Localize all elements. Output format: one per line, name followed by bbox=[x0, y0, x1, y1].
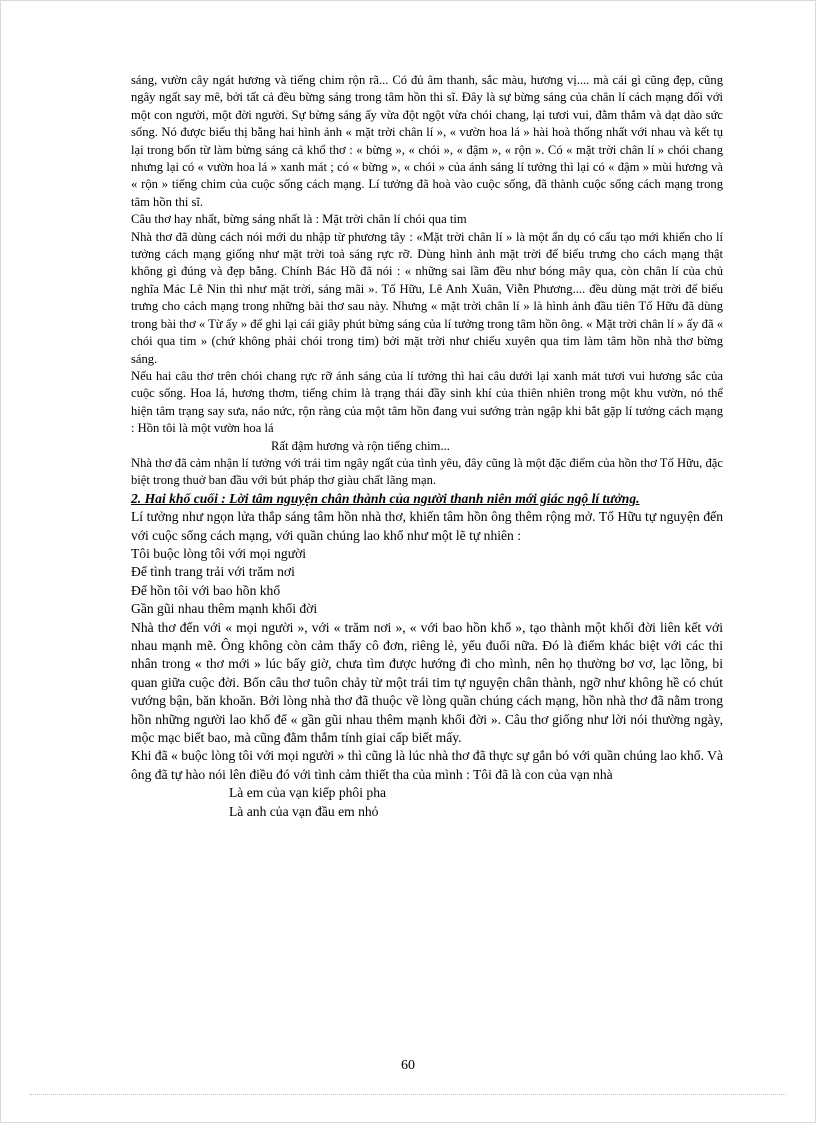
paragraph-analysis: Nhà thơ đến với « mọi người », với « trăm nơi », « với bao hồn khổ », tạo thành một khối đời liên kết với nhau mạnh mẽ. Ông không còn cảm thấy cô đơn, riêng lẻ, yếu đuối nữa. Đó là điểm khác biệt với các thi nhân trong « thơ mới » lúc bấy giờ, chưa tìm được hướng đi cho mình, nên họ thường bơ vơ, lạc lõng, bi quan giữa cuộc đời. Bốn câu thơ tuôn chảy từ một trái tim tự nguyện chân thành, ngỡ như không hề có chút vướng bận, băn khoăn. Bởi lòng nhà thơ đã thuộc về lòng quần chúng cách mạng, hồn nhà thơ đã nằm trong hồn những người lao khổ để « gần gũi nhau thêm mạnh khối đời ». Câu thơ giống như lời nói thường ngày, mộc mạc biết bao, mà cũng đằm thắm tính giai cấp biết mấy. bbox=[131, 619, 723, 746]
document-body bbox=[131, 72, 723, 821]
footer-divider bbox=[30, 1094, 786, 1095]
paragraph-intro: sáng, vườn cây ngát hương và tiếng chim rộn rã... Có đủ âm thanh, sắc màu, hương vị.... mà cái gì cũng đẹp, cũng ngây ngất say mê, bởi tất cả đều bừng sáng trong tâm hồn thi sĩ. Đây là sự bừng sáng của chân lí cách mạng đối với một con người, một đời người. Sự bừng sáng ấy vừa đột ngột vừa chói chang, lại tươi vui, đằm thắm và dạt dào sức sống. Nó được biểu thị bằng hai hình ảnh « mặt trời chân lí », « vườn hoa lá » hài hoà thống nhất với nhau và kết tụ lại trong bốn từ làm bừng sáng cả khổ thơ : « bừng », « chói », « đậm », « rộn ». Có « mặt trời chân lí » chói chang nhưng lại có « vườn hoa lá » xanh mát ; có « bừng », « chói » của ánh sáng lí tưởng thì lại có « đậm » mùi hương và « rộn » tiếng chim của cuộc sống cách mạng. Lí tưởng đã hoà vào cuộc sống, đã thành cuộc sống cách mạng trong tâm hồn thi sĩ. bbox=[131, 73, 723, 209]
poem-end-line-2: Là anh của vạn đầu em nhỏ bbox=[229, 803, 379, 819]
paragraph-sun-metaphor: Nhà thơ đã dùng cách nói mới du nhập từ phương tây : «Mặt trời chân lí » là một ẩn dụ có cấu tạo mới khiến cho lí tưởng cách mạng giống như mặt trời toả sáng rực rỡ. Dùng hình ảnh mặt trời để biểu trưng cho cách mạng thật không gì đúng và đẹp bằng. Chính Bác Hồ đã nói : « những sai lầm đều như bóng mây qua, còn chân lí của chủ nghĩa Mác Lê Nin thì như mặt trời, sáng mãi ». Tố Hữu, Lê Anh Xuân, Viễn Phương.... đều dùng mặt trời để biểu trưng cho cách mạng trong những bài thơ sau này. Nhưng « mặt trời chân lí » là hình ảnh đầu tiên Tố Hữu đã dùng trong bài thơ « Từ ấy » để ghi lại cái giây phút bừng sáng của lí tưởng trong tâm hồn ông. « Mặt trời chân lí » ấy đã « chói qua tim » (chứ không phải chói trong tim) bởi mặt trời như chiếu xuyên qua tim làm tâm hồn nhà thơ bừng sáng. bbox=[131, 229, 723, 366]
poem-end-line-1: Là em của vạn kiếp phôi pha bbox=[229, 785, 387, 801]
poem-stanza-line-2: Để tình trang trải với trăm nơi bbox=[131, 564, 295, 580]
paragraph-best-verse: Câu thơ hay nhất, bừng sáng nhất là : Mặt trời chân lí chói qua tim bbox=[131, 212, 467, 227]
page-number: 60 bbox=[401, 1058, 415, 1073]
poem-stanza-line-3: Để hồn tôi với bao hồn khổ bbox=[131, 582, 281, 598]
paragraph-garden: Nếu hai câu thơ trên chói chang rực rỡ ánh sáng của lí tưởng thì hai câu dưới lại xanh mát tươi vui hương sắc của cuộc sống. Hoa lá, hương thơm, tiếng chim là trạng thái đầy sinh khí của thiên nhiên trong một khu vườn, nó thể hiện tâm trạng say sưa, náo nức, rộn ràng của một tâm hồn đang vui sướng tràn ngập khi bắt gặp lí tưởng cách mạng : Hồn tôi là một vườn hoa lá bbox=[131, 368, 723, 436]
poem-stanza-line-1: Tôi buộc lòng tôi với mọi người bbox=[131, 545, 307, 561]
poem-stanza-line-4: Gần gũi nhau thêm mạnh khối đời bbox=[131, 601, 318, 617]
paragraph-romantic: Nhà thơ đã cảm nhận lí tưởng với trái tim ngây ngất của tình yêu, đây cũng là một đặc điểm của hồn thơ Tố Hữu, đặc biệt trong thuở ban đầu với bút pháp thơ giàu chất lãng mạn. bbox=[131, 455, 723, 488]
section-heading: 2. Hai khổ cuối : Lời tâm nguyện chân thành của người thanh niên mới giác ngộ lí tưởng. bbox=[131, 490, 640, 506]
paragraph-conclusion: Khi đã « buộc lòng tôi với mọi người » thì cũng là lúc nhà thơ đã thực sự gắn bó với quần chúng lao khổ. Và ông đã tự hào nói lên điều đó với tình cảm thiết tha của mình : Tôi đã là con của vạn nhà bbox=[131, 748, 723, 782]
poem-line: Rất đậm hương và rộn tiếng chim... bbox=[271, 438, 450, 453]
paragraph-section-intro: Lí tưởng như ngọn lửa thắp sáng tâm hồn nhà thơ, khiến tâm hồn ông thêm rộng mở. Tố Hữu tự nguyện đến với cuộc sống cách mạng, với quần chúng lao khổ như một lẽ tự nhiên : bbox=[131, 509, 723, 543]
